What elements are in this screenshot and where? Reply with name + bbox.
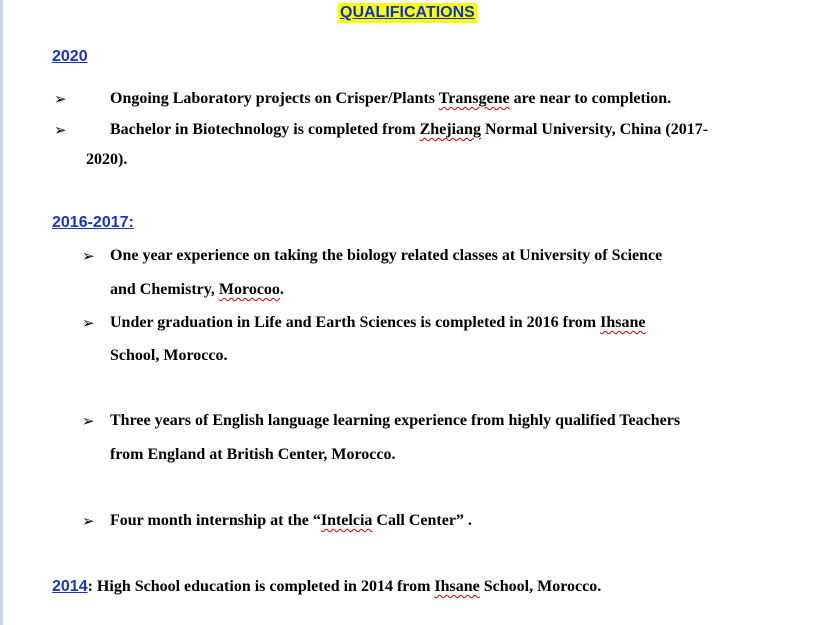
- spelling-flag: Transgene: [438, 90, 510, 107]
- qualification-2016-item-2-cont: School, Morocco.: [110, 347, 228, 364]
- qualification-2020-item-2: Bachelor in Biotechnology is completed from Zhejiang Normal University, China (2017-: [110, 121, 709, 138]
- bullet-arrow-icon: ➢: [82, 412, 95, 430]
- bullet-arrow-icon: ➢: [54, 90, 67, 108]
- qualification-2016-item-3-cont: from England at British Center, Morocco.: [110, 446, 396, 463]
- qualification-2020-item-2-cont: 2020).: [86, 151, 128, 168]
- bullet-arrow-icon: ➢: [54, 121, 67, 139]
- qualification-2016-item-2: Under graduation in Life and Earth Sciences is completed in 2016 from Ihsane: [110, 314, 646, 331]
- year-heading-2020: 2020: [52, 48, 88, 65]
- spelling-flag: Ihsane: [434, 578, 480, 595]
- spelling-flag: Morocoo: [218, 281, 280, 298]
- spelling-flag: Ihsane: [600, 314, 646, 331]
- qualification-2016-item-3: Three years of English language learning experience from highly qualified Teachers: [110, 412, 681, 429]
- bullet-arrow-icon: ➢: [82, 247, 95, 265]
- page-title: QUALIFICATIONS: [340, 4, 475, 21]
- year-heading-2016-2017: 2016-2017:: [52, 214, 134, 231]
- page-margin-bar: [0, 0, 3, 625]
- qualification-2020-item-1: Ongoing Laboratory projects on Crisper/Plants Transgene are near to completion.: [110, 90, 672, 107]
- qualification-2016-item-1: One year experience on taking the biology related classes at University of Science: [110, 247, 663, 264]
- spelling-flag: Zhejiang: [419, 121, 481, 138]
- qualification-2016-item-1-cont: and Chemistry, Morocoo.: [110, 281, 284, 298]
- qualification-2014: 2014: High School education is completed in 2014 from Ihsane School, Morocco.: [52, 578, 602, 595]
- bullet-arrow-icon: ➢: [82, 512, 95, 530]
- spelling-flag: Intelcia: [320, 512, 373, 529]
- year-heading-2014: 2014: [52, 578, 88, 595]
- qualification-2016-item-4: Four month internship at the “Intelcia Call Center” .: [110, 512, 472, 529]
- bullet-arrow-icon: ➢: [82, 314, 95, 332]
